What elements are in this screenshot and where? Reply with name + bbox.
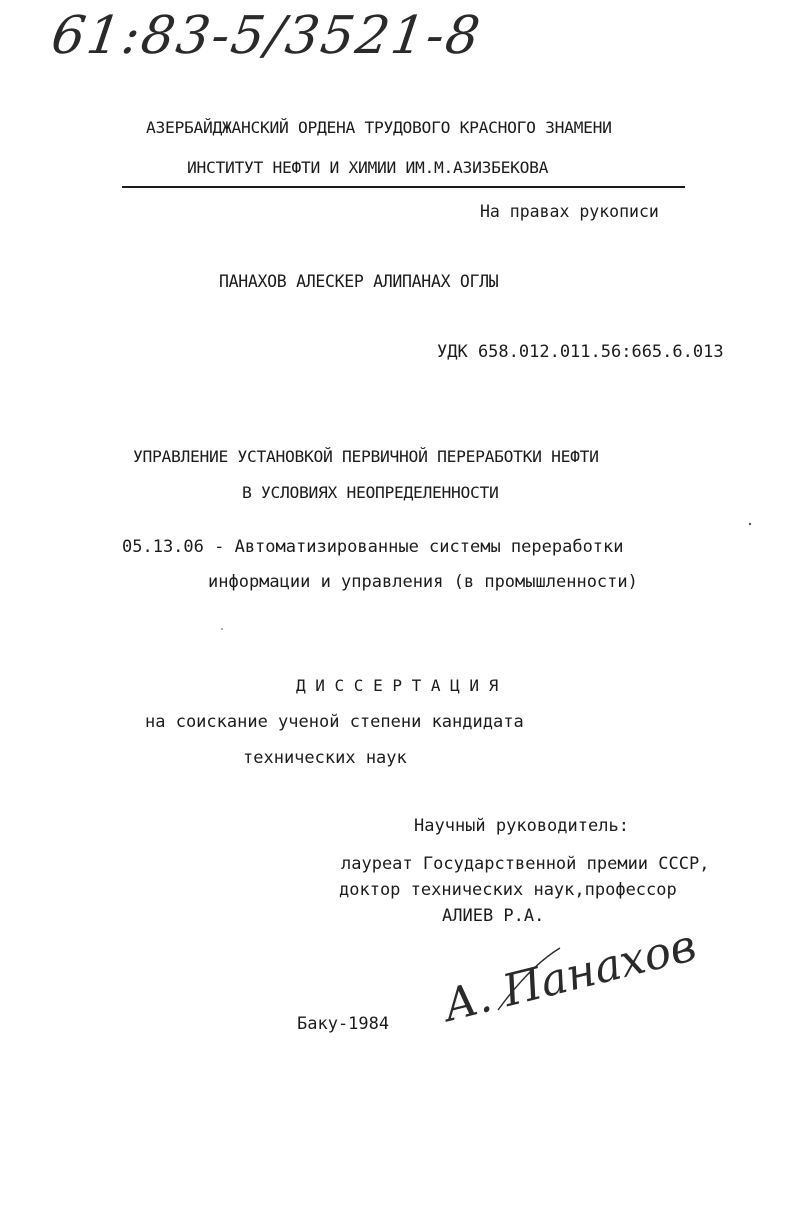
supervisor-title-line-1: лауреат Государственной премии СССР, xyxy=(341,854,710,874)
scan-speck xyxy=(220,627,224,631)
author-signature: А. Панахов xyxy=(438,920,702,1032)
supervisor-label: Научный руководитель: xyxy=(414,816,629,836)
supervisor-title-line-2: доктор технических наук,профессор xyxy=(339,880,677,900)
supervisor-name: АЛИЕВ Р.А. xyxy=(442,906,545,926)
dissertation-heading: Д И С С Е Р Т А Ц И Я xyxy=(296,676,499,695)
dissertation-title-line-1: УПРАВЛЕНИЕ УСТАНОВКОЙ ПЕРВИЧНОЙ ПЕРЕРАБОТКИ НЕФТИ xyxy=(133,447,599,466)
archive-code: 61:83-5/3521-8 xyxy=(47,6,486,66)
place-year: Баку-1984 xyxy=(297,1014,390,1034)
rights-note: На правах рукописи xyxy=(480,202,659,221)
header-underline xyxy=(122,186,685,188)
scan-speck xyxy=(748,522,752,526)
udc-code: УДК 658.012.011.56:665.6.013 xyxy=(437,342,724,362)
signature-flourish xyxy=(490,940,610,1020)
institution-line-1: АЗЕРБАЙДЖАНСКИЙ ОРДЕНА ТРУДОВОГО КРАСНОГО ЗНАМЕНИ xyxy=(146,118,612,137)
dissertation-title-line-2: В УСЛОВИЯХ НЕОПРЕДЕЛЕННОСТИ xyxy=(242,483,499,502)
specialty-line-1: 05.13.06 - Автоматизированные системы переработки xyxy=(122,537,624,557)
degree-line-2: технических наук xyxy=(243,748,407,768)
specialty-line-2: информации и управления (в промышленности) xyxy=(208,572,638,592)
degree-line-1: на соискание ученой степени кандидата xyxy=(145,712,524,732)
author-name: ПАНАХОВ АЛЕСКЕР АЛИПАНАХ ОГЛЫ xyxy=(219,272,499,291)
institution-line-2: ИНСТИТУТ НЕФТИ И ХИМИИ ИМ.М.АЗИЗБЕКОВА xyxy=(187,158,549,177)
